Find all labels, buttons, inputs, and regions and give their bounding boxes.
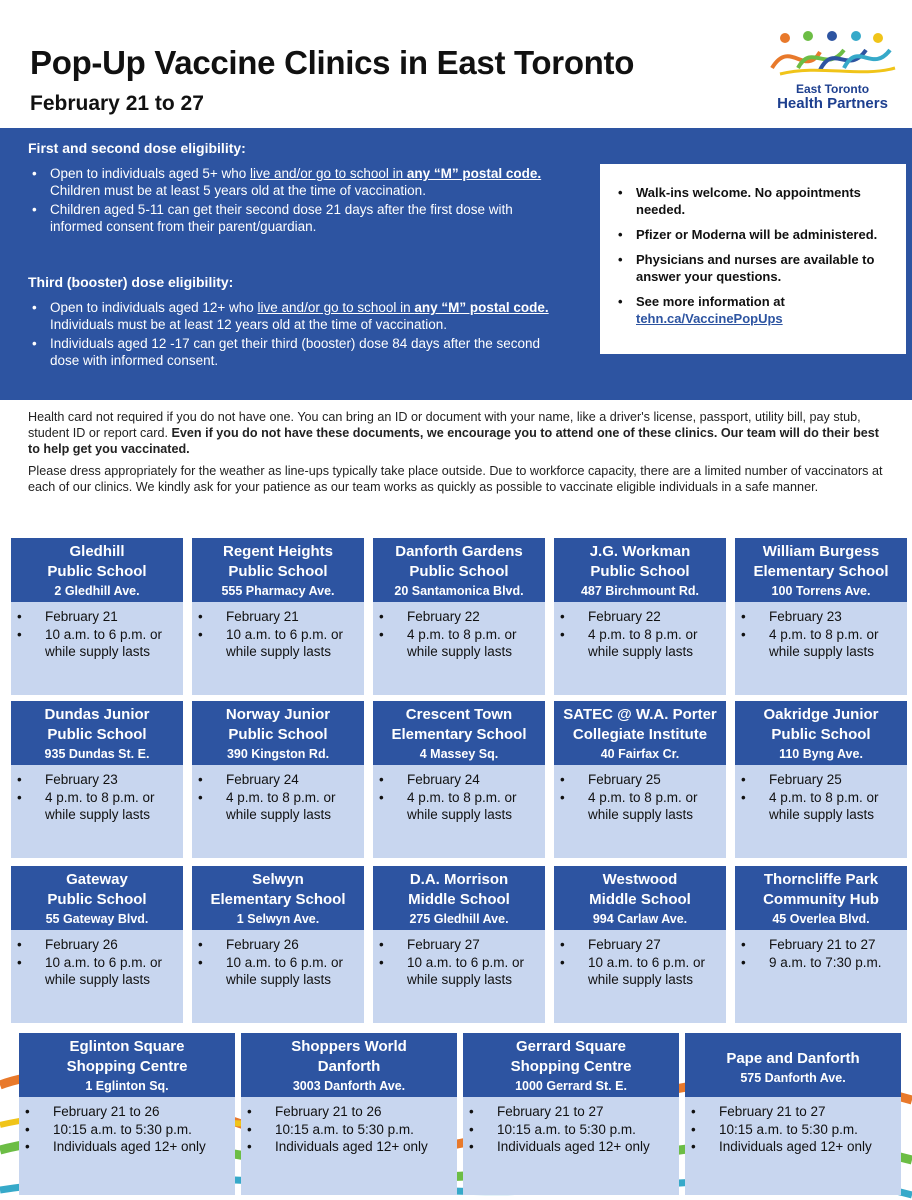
clinic-detail: • 4 p.m. to 8 p.m. or while supply lasts	[739, 789, 901, 824]
clinic-date: • February 26	[196, 936, 358, 954]
clinic-card	[19, 1033, 235, 1195]
clinic-card	[11, 701, 183, 858]
clinic-name-line2: Middle School	[589, 891, 691, 908]
info-item: • See more information at tehn.ca/VaccinePopUps	[614, 293, 896, 327]
clinic-date: • February 27	[377, 936, 539, 954]
clinic-date: • February 25	[739, 771, 901, 789]
clinic-card	[11, 538, 183, 695]
clinic-card	[373, 866, 545, 1023]
first-dose-item: • Open to individuals aged 5+ who live and/or go to school in any “M” postal code. Children must be at least 5 years old at the time of vaccination.	[28, 165, 568, 199]
clinic-card	[11, 866, 183, 1023]
header	[0, 0, 912, 128]
booster-heading: Third (booster) dose eligibility:	[28, 274, 234, 290]
clinic-name: Regent Heights	[222, 543, 333, 560]
clinic-address: 1 Selwyn Ave.	[236, 912, 320, 926]
clinic-card	[735, 538, 907, 695]
clinic-details	[11, 930, 183, 1023]
clinic-header	[554, 866, 726, 930]
clinic-name: Gerrard Square	[515, 1038, 627, 1055]
clinic-address: 4 Massey Sq.	[419, 747, 499, 761]
clinic-address: 3003 Danforth Ave.	[292, 1079, 406, 1093]
clinic-card	[192, 701, 364, 858]
clinic-details	[554, 930, 726, 1023]
clinic-details	[685, 1097, 901, 1195]
clinic-details	[735, 602, 907, 695]
clinic-header	[373, 866, 545, 930]
clinic-name-line2: Elementary School	[753, 563, 889, 580]
clinic-date: • February 21 to 26	[245, 1103, 451, 1121]
clinic-detail: • 10 a.m. to 6 p.m. or while supply lasts	[196, 954, 358, 989]
clinic-card	[554, 866, 726, 1023]
clinic-name-line2: Shopping Centre	[66, 1058, 188, 1075]
people-logo-icon	[760, 28, 905, 80]
info-box	[600, 164, 906, 354]
clinic-name: Oakridge Junior	[763, 706, 879, 723]
clinic-address: 45 Overlea Blvd.	[772, 912, 870, 926]
clinic-name-line2: Elementary School	[210, 891, 346, 908]
clinic-header	[241, 1033, 457, 1097]
clinic-name-line2: Shopping Centre	[510, 1058, 632, 1075]
clinic-date: • February 24	[377, 771, 539, 789]
clinic-name-line2: Public School	[228, 726, 328, 743]
clinic-details	[11, 765, 183, 858]
clinic-name: Shoppers World	[291, 1038, 407, 1055]
clinic-address: 1000 Gerrard St. E.	[515, 1079, 627, 1093]
clinic-detail: • 4 p.m. to 8 p.m. or while supply lasts	[558, 789, 720, 824]
clinic-date: • February 21	[15, 608, 177, 626]
clinic-detail: • 9 a.m. to 7:30 p.m.	[739, 954, 901, 972]
clinic-date: • February 21 to 27	[689, 1103, 895, 1121]
clinic-name-line2: Public School	[228, 563, 328, 580]
eligibility-band	[0, 128, 912, 400]
clinic-name-line2: Public School	[409, 563, 509, 580]
clinic-name: Gledhill	[69, 543, 125, 560]
clinic-address: 935 Dundas St. E.	[44, 747, 150, 761]
ethp-logo	[760, 28, 905, 113]
clinic-detail: • 10:15 a.m. to 5:30 p.m.	[245, 1121, 451, 1139]
clinic-card	[735, 701, 907, 858]
clinic-name-line2: Public School	[47, 726, 147, 743]
clinic-detail: • 4 p.m. to 8 p.m. or while supply lasts	[196, 789, 358, 824]
booster-section	[28, 274, 568, 371]
clinic-name-line2: Middle School	[408, 891, 510, 908]
clinic-detail: • 10 a.m. to 6 p.m. or while supply lasts	[15, 954, 177, 989]
clinic-detail: • 10:15 a.m. to 5:30 p.m.	[689, 1121, 895, 1139]
clinic-detail: • 10 a.m. to 6 p.m. or while supply lasts	[558, 954, 720, 989]
info-item: • Pfizer or Moderna will be administered.	[614, 226, 896, 243]
clinic-address: 110 Byng Ave.	[779, 747, 863, 761]
clinic-card	[192, 538, 364, 695]
clinic-detail: • 10 a.m. to 6 p.m. or while supply lasts	[377, 954, 539, 989]
clinic-detail: • Individuals aged 12+ only	[245, 1138, 451, 1156]
clinic-date: • February 24	[196, 771, 358, 789]
clinic-header	[192, 701, 364, 765]
clinic-header	[735, 866, 907, 930]
clinic-name: D.A. Morrison	[409, 871, 509, 888]
clinic-address: 487 Birchmount Rd.	[580, 584, 700, 598]
clinic-header	[11, 701, 183, 765]
clinic-card	[554, 701, 726, 858]
clinic-detail: • Individuals aged 12+ only	[689, 1138, 895, 1156]
clinic-date: • February 23	[739, 608, 901, 626]
clinic-date: • February 21	[196, 608, 358, 626]
clinic-date: • February 21 to 27	[467, 1103, 673, 1121]
clinic-header	[685, 1033, 901, 1097]
clinic-detail: • Individuals aged 12+ only	[23, 1138, 229, 1156]
first-dose-heading: First and second dose eligibility:	[28, 140, 246, 156]
clinic-details	[735, 765, 907, 858]
notes	[28, 409, 888, 501]
first-dose-section	[28, 140, 568, 237]
clinic-card	[192, 866, 364, 1023]
clinic-detail: • 10 a.m. to 6 p.m. or while supply lasts	[15, 626, 177, 661]
clinic-detail: • 4 p.m. to 8 p.m. or while supply lasts	[558, 626, 720, 661]
clinic-card	[373, 538, 545, 695]
clinic-details	[373, 765, 545, 858]
clinic-name-line2: Public School	[47, 891, 147, 908]
clinic-name: SATEC @ W.A. Porter	[563, 706, 717, 723]
clinic-card	[241, 1033, 457, 1195]
clinic-name: Selwyn	[252, 871, 304, 888]
clinic-detail: • 4 p.m. to 8 p.m. or while supply lasts	[377, 626, 539, 661]
clinic-card	[463, 1033, 679, 1195]
clinic-detail: • 4 p.m. to 8 p.m. or while supply lasts	[377, 789, 539, 824]
clinic-header	[554, 701, 726, 765]
clinic-name: William Burgess	[762, 543, 880, 560]
clinic-header	[735, 538, 907, 602]
clinic-address: 40 Fairfax Cr.	[600, 747, 680, 761]
clinic-details	[554, 602, 726, 695]
clinic-address: 1 Eglinton Sq.	[85, 1079, 169, 1093]
page-title: Pop-Up Vaccine Clinics in East Toronto	[30, 44, 635, 81]
logo-text-line1: East Toronto	[795, 82, 870, 96]
clinic-name-line2: Community Hub	[763, 891, 879, 908]
clinic-header	[554, 538, 726, 602]
info-link[interactable]: tehn.ca/VaccinePopUps	[636, 311, 783, 326]
clinic-date: • February 25	[558, 771, 720, 789]
clinic-detail: • Individuals aged 12+ only	[467, 1138, 673, 1156]
first-dose-item: • Children aged 5-11 can get their second dose 21 days after the first dose with informed consent from their parent/guardian.	[28, 201, 568, 235]
page-subtitle: February 21 to 27	[30, 92, 204, 115]
clinic-address: 275 Gledhill Ave.	[409, 912, 509, 926]
clinic-card	[685, 1033, 901, 1195]
clinic-name-line2: Collegiate Institute	[572, 726, 708, 743]
clinic-details	[463, 1097, 679, 1195]
clinic-card	[554, 538, 726, 695]
clinic-details	[19, 1097, 235, 1195]
clinic-name: Pape and Danforth	[726, 1050, 860, 1067]
info-item: • Walk-ins welcome. No appointments needed.	[614, 184, 896, 218]
clinic-address: 55 Gateway Blvd.	[45, 912, 149, 926]
clinic-header	[735, 701, 907, 765]
clinic-date: • February 21 to 27	[739, 936, 901, 954]
clinic-header	[11, 866, 183, 930]
clinic-header	[373, 701, 545, 765]
clinic-name: Norway Junior	[225, 706, 331, 723]
clinic-details	[554, 765, 726, 858]
clinic-detail: • 4 p.m. to 8 p.m. or while supply lasts	[15, 789, 177, 824]
clinic-card	[735, 866, 907, 1023]
clinic-name-line2: Danforth	[317, 1058, 381, 1075]
note-weather: Please dress appropriately for the weather as line-ups typically take place outside. Due to workforce capacity, there are a limited number of vaccinators at each of our clinics. We kindly ask for your patience as our team works as quickly as possible to vaccinate eligible individuals in a safe manner.	[28, 464, 883, 494]
booster-item: • Open to individuals aged 12+ who live and/or go to school in any “M” postal code. Individuals must be at least 12 years old at the time of vaccination.	[28, 299, 568, 333]
clinic-address: 20 Santamonica Blvd.	[394, 584, 524, 598]
clinic-detail: • 10:15 a.m. to 5:30 p.m.	[467, 1121, 673, 1139]
clinic-details	[241, 1097, 457, 1195]
clinic-detail: • 4 p.m. to 8 p.m. or while supply lasts	[739, 626, 901, 661]
clinic-name-line2: Public School	[47, 563, 147, 580]
clinic-address: 2 Gledhill Ave.	[54, 584, 140, 598]
clinic-address: 575 Danforth Ave.	[740, 1071, 846, 1085]
clinic-details	[192, 930, 364, 1023]
logo-text-line2: Health Partners	[777, 95, 888, 112]
clinic-name-line2: Elementary School	[391, 726, 527, 743]
clinic-header	[192, 866, 364, 930]
note-id: Health card not required if you do not have one. You can bring an ID or document with your name, like a driver's license, passport, utility bill, pay stub, student ID or report card. Even if you do not have these documents, we encourage you to attend one of these clinics. Our team will do their best to help get you vaccinated.	[28, 410, 879, 456]
clinic-header	[19, 1033, 235, 1097]
clinic-details	[192, 765, 364, 858]
clinic-details	[11, 602, 183, 695]
clinic-date: • February 27	[558, 936, 720, 954]
info-item: • Physicians and nurses are available to answer your questions.	[614, 251, 896, 285]
clinic-name: J.G. Workman	[589, 543, 691, 560]
clinic-detail: • 10:15 a.m. to 5:30 p.m.	[23, 1121, 229, 1139]
clinic-name: Gateway	[66, 871, 128, 888]
clinic-details	[192, 602, 364, 695]
clinic-details	[735, 930, 907, 1023]
clinic-name-line2: Public School	[590, 563, 690, 580]
clinic-date: • February 21 to 26	[23, 1103, 229, 1121]
clinic-details	[373, 602, 545, 695]
clinic-date: • February 26	[15, 936, 177, 954]
clinic-name: Danforth Gardens	[395, 543, 523, 560]
clinic-name-line2: Public School	[771, 726, 871, 743]
clinic-header	[11, 538, 183, 602]
clinic-date: • February 22	[558, 608, 720, 626]
clinic-name: Dundas Junior	[44, 706, 150, 723]
clinic-name: Crescent Town	[405, 706, 513, 723]
clinic-card	[373, 701, 545, 858]
clinic-name: Thorncliffe Park	[763, 871, 879, 888]
clinic-date: • February 23	[15, 771, 177, 789]
clinic-header	[463, 1033, 679, 1097]
clinic-detail: • 10 a.m. to 6 p.m. or while supply lasts	[196, 626, 358, 661]
clinic-address: 390 Kingston Rd.	[226, 747, 330, 761]
clinic-header	[192, 538, 364, 602]
clinic-details	[373, 930, 545, 1023]
clinic-address: 100 Torrens Ave.	[771, 584, 871, 598]
clinic-name: Eglinton Square	[69, 1038, 185, 1055]
clinic-header	[373, 538, 545, 602]
clinic-name: Westwood	[602, 871, 678, 888]
booster-item: • Individuals aged 12 -17 can get their third (booster) dose 84 days after the second dose with informed consent.	[28, 335, 568, 369]
clinic-address: 994 Carlaw Ave.	[592, 912, 688, 926]
clinic-address: 555 Pharmacy Ave.	[221, 584, 335, 598]
clinic-date: • February 22	[377, 608, 539, 626]
